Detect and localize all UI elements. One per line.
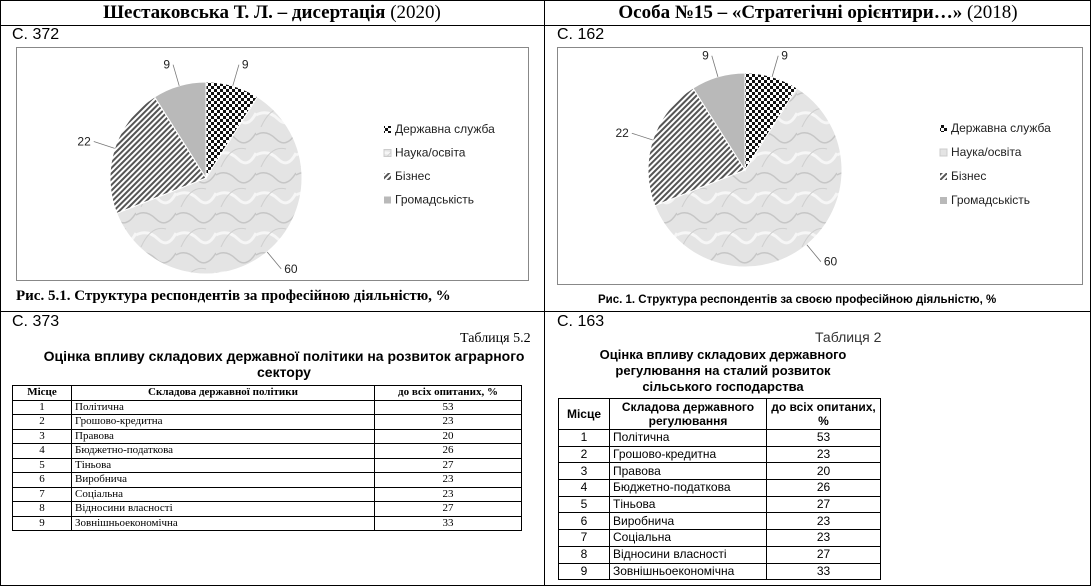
- left-table-cell-component: Грошово-кредитна: [72, 415, 375, 430]
- left-table-row: [13, 429, 522, 444]
- legend-swatch: [384, 126, 391, 133]
- legend-entry: Бізнес: [951, 169, 987, 183]
- right-table-cell-share: 27: [767, 496, 881, 513]
- left-table-cell-component: Зовнішньоекономічна: [72, 516, 375, 531]
- left-table-cell-component: Виробнича: [72, 473, 375, 488]
- left-table-cell-component: Правова: [72, 429, 375, 444]
- right-table-cell-place: 1: [559, 430, 610, 447]
- left-table-cell-place: 6: [13, 473, 72, 488]
- right-table-cell-share: 53: [767, 430, 881, 447]
- legend-entry: Наука/освіта: [951, 145, 1022, 159]
- right-table-cell-place: 3: [559, 463, 610, 480]
- left-table-label: Таблиця 5.2: [460, 331, 531, 346]
- legend-swatch: [384, 197, 391, 204]
- right-table-cell-share: 23: [767, 513, 881, 530]
- left-table-cell-share: 53: [375, 400, 522, 415]
- left-table-cell-component: Політична: [72, 400, 375, 415]
- left-table-cell-share: 20: [375, 429, 522, 444]
- left-table-cell-place: 7: [13, 487, 72, 502]
- right-table-cell-share: 20: [767, 463, 881, 480]
- right-table-cell-component: Політична: [610, 430, 767, 447]
- legend-entry: Бізнес: [395, 169, 431, 183]
- right-table-cell-share: 33: [767, 563, 881, 580]
- right-table-cell-component: Грошово-кредитна: [610, 446, 767, 463]
- left-table-cell-place: 4: [13, 444, 72, 459]
- leader-line: [173, 65, 179, 86]
- right-table-cell-place: 4: [559, 480, 610, 497]
- left-table: [12, 385, 522, 531]
- left-top-page-number: С. 372: [12, 26, 60, 43]
- data-label: 9: [163, 57, 171, 72]
- right-table-cell-place: 2: [559, 446, 610, 463]
- left-table-row: [13, 502, 522, 517]
- right-table-cell-share: 26: [767, 480, 881, 497]
- left-header-title: Шестаковська Т. Л. – дисертація: [103, 2, 386, 23]
- leader-line: [267, 252, 281, 269]
- right-table-cell-place: 5: [559, 496, 610, 513]
- left-table-row: [13, 487, 522, 502]
- left-table-cell-share: 23: [375, 415, 522, 430]
- right-table-row: [559, 530, 881, 547]
- right-table-row: [559, 480, 881, 497]
- right-table-row: [559, 446, 881, 463]
- left-header-year: (2020): [390, 2, 441, 23]
- left-table-title: Оцінка впливу складових державної політики на розвиток аграрного сектору: [43, 348, 525, 380]
- right-table-cell-share: 23: [767, 530, 881, 547]
- right-table-cell-place: 9: [559, 563, 610, 580]
- left-table-cell-component: Відносини власності: [72, 502, 375, 517]
- right-table-row: [559, 513, 881, 530]
- left-table-row: [13, 400, 522, 415]
- data-label: 9: [241, 57, 249, 72]
- right-table-row: [559, 563, 881, 580]
- left-pie-chart: [16, 47, 529, 281]
- left-table-cell-place: 1: [13, 400, 72, 415]
- left-table-cell-place: 5: [13, 458, 72, 473]
- left-table-cell-component: Бюджетно-податкова: [72, 444, 375, 459]
- left-table-cell-place: 3: [13, 429, 72, 444]
- left-table-cell-share: 27: [375, 502, 522, 517]
- right-pie-chart: [557, 47, 1083, 285]
- leader-line: [807, 245, 821, 262]
- left-figure-caption: Рис. 5.1. Структура респондентів за професійною діяльністю, %: [16, 288, 451, 304]
- row-divider: [0, 311, 1091, 312]
- left-table-cell-share: 23: [375, 487, 522, 502]
- right-col-place: Місце: [559, 399, 610, 430]
- right-table-cell-component: Тіньова: [610, 496, 767, 513]
- left-table-cell-share: 33: [375, 516, 522, 531]
- leader-line: [233, 65, 239, 86]
- right-table-row: [559, 463, 881, 480]
- right-table-cell-place: 7: [559, 530, 610, 547]
- right-table-row: [559, 496, 881, 513]
- right-table-cell-place: 8: [559, 546, 610, 563]
- left-table-row: [13, 415, 522, 430]
- legend-entry: Наука/освіта: [395, 145, 466, 160]
- legend-entry: Державна служба: [951, 121, 1051, 135]
- left-table-row: [13, 458, 522, 473]
- legend-swatch: [940, 173, 947, 180]
- right-table-cell-component: Зовнішньоекономічна: [610, 563, 767, 580]
- legend-entry: Громадськість: [951, 193, 1031, 207]
- right-figure-caption: Рис. 1. Структура респондентів за своєю професійною діяльністю, %: [598, 294, 997, 306]
- right-top-page-number: С. 162: [557, 26, 605, 43]
- left-table-row: [13, 444, 522, 459]
- right-bottom-page-number: С. 163: [557, 313, 605, 330]
- left-col-place: Місце: [13, 386, 72, 401]
- right-table-cell-component: Відносини власності: [610, 546, 767, 563]
- right-col-share: до всіх опитаних, %: [767, 399, 881, 430]
- left-table-cell-place: 2: [13, 415, 72, 430]
- data-label: 60: [284, 261, 298, 276]
- leader-line: [632, 133, 653, 140]
- right-header-title: Особа №15 – «Стратегічні орієнтири…»: [618, 2, 963, 23]
- right-header-year: (2018): [966, 2, 1018, 23]
- data-label: 22: [77, 134, 91, 149]
- header-divider: [0, 25, 1091, 26]
- left-table-cell-place: 9: [13, 516, 72, 531]
- right-table-row: [559, 546, 881, 563]
- right-table-row: [559, 430, 881, 447]
- right-table-title-line-3: сільського господарства: [642, 379, 804, 394]
- legend-entry: Державна служба: [395, 122, 495, 136]
- left-table-cell-place: 8: [13, 502, 72, 517]
- right-table-cell-component: Правова: [610, 463, 767, 480]
- left-table-row: [13, 516, 522, 531]
- right-table-label: Таблиця 2: [815, 329, 882, 345]
- left-header: [0, 2, 544, 24]
- right-table-title: [558, 347, 888, 395]
- legend-entry: Громадськість: [395, 192, 475, 207]
- data-label: 22: [615, 126, 629, 141]
- left-bottom-page-number: С. 373: [12, 313, 60, 330]
- data-label: 9: [702, 48, 709, 63]
- legend-swatch: [384, 150, 391, 157]
- column-divider: [544, 0, 545, 586]
- right-table-cell-place: 6: [559, 513, 610, 530]
- left-table-row: [13, 473, 522, 488]
- data-label: 9: [781, 48, 788, 63]
- legend-swatch: [940, 197, 947, 204]
- left-table-cell-share: 23: [375, 473, 522, 488]
- left-table-cell-share: 26: [375, 444, 522, 459]
- left-col-share: до всіх опитаних, %: [375, 386, 522, 401]
- left-table-cell-component: Соціальна: [72, 487, 375, 502]
- legend-swatch: [940, 125, 947, 132]
- legend-swatch: [384, 173, 391, 180]
- left-col-component: Складова державної політики: [72, 386, 375, 401]
- left-table-cell-share: 27: [375, 458, 522, 473]
- legend-swatch: [940, 149, 947, 156]
- right-table-title-line-1: Оцінка впливу складових державного: [599, 347, 847, 362]
- right-table-cell-share: 27: [767, 546, 881, 563]
- right-table-title-line-2: регулювання на сталий розвиток: [615, 363, 831, 378]
- right-table-cell-component: Соціальна: [610, 530, 767, 547]
- right-table-cell-component: Виробнича: [610, 513, 767, 530]
- right-table: [558, 398, 881, 580]
- left-table-cell-component: Тіньова: [72, 458, 375, 473]
- data-label: 60: [823, 254, 838, 269]
- leader-line: [712, 56, 718, 77]
- leader-line: [772, 56, 778, 77]
- right-table-cell-share: 23: [767, 446, 881, 463]
- leader-line: [94, 142, 115, 149]
- right-table-cell-component: Бюджетно-податкова: [610, 480, 767, 497]
- right-col-component: Складова державного регулювання: [610, 399, 767, 430]
- right-header: [545, 2, 1091, 24]
